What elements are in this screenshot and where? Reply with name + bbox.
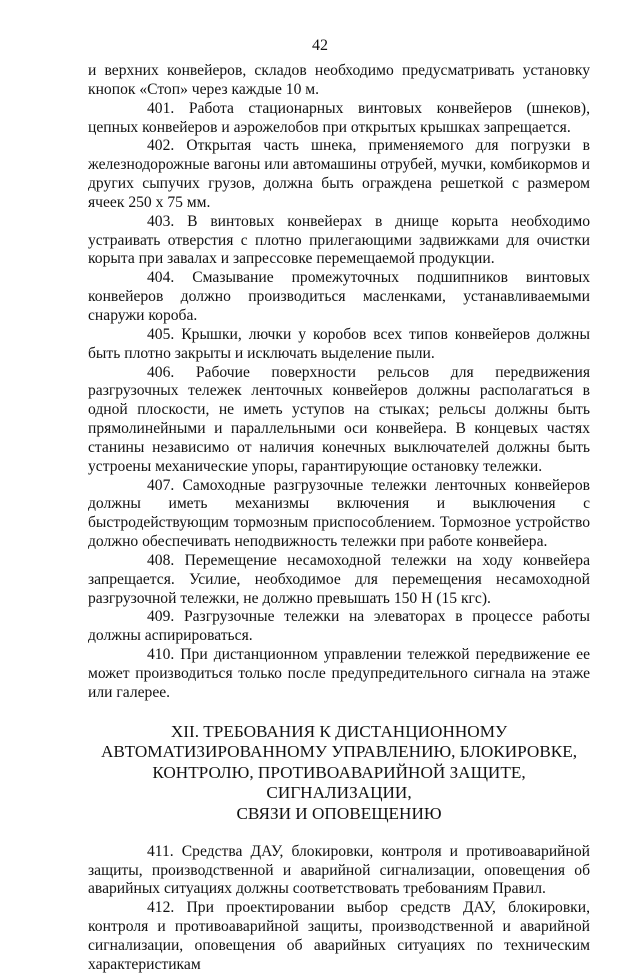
- paragraph-410: 410. При дистанционном управлении тележкой передвижение ее может производиться только после предупредительного сигнала на этаже или галерее.: [88, 646, 590, 701]
- paragraph-400-continuation: и верхних конвейеров, складов необходимо предусматривать установку кнопок «Стоп» через каждые 10 м.: [88, 62, 590, 98]
- section-heading-xii: [88, 722, 590, 825]
- paragraph-403: 403. В винтовых конвейерах в днище корыта необходимо устраивать отверстия с плотно прилегающими задвижками для очистки корыта при завалах и запрессовке перемещаемой продукции.: [88, 212, 590, 268]
- section-heading-line: СВЯЗИ И ОПОВЕЩЕНИЮ: [236, 804, 442, 824]
- paragraph-401: 401. Работа стационарных винтовых конвейеров (шнеков), цепных конвейеров и аэрожелобов при открытых крышках запрещается.: [88, 99, 590, 136]
- page-number: 42: [312, 37, 328, 54]
- paragraph-405: 405. Крышки, лючки у коробов всех типов конвейеров должны быть плотно закрыты и исключать выделение пыли.: [88, 325, 590, 362]
- paragraph-402: 402. Открытая часть шнека, применяемого для погрузки в железнодорожные вагоны или автомашины отрубей, мучки, комбикормов и других сыпучих грузов, должна быть ограждена решеткой с размером ячеек 250 х 75 мм.: [88, 137, 590, 211]
- paragraph-407: 407. Самоходные разгрузочные тележки ленточных конвейеров должны иметь механизмы включения и выключения с быстродействующим тормозным приспособлением. Тормозное устройство должно обеспечивать неподвижность тележки при работе конвейера.: [88, 476, 590, 551]
- section-heading-line: XII. ТРЕБОВАНИЯ К ДИСТАНЦИОННОМУ: [170, 721, 508, 741]
- paragraph-412: 412. При проектировании выбор средств ДАУ, блокировки, контроля и противоаварийной защиты, производственной и аварийной сигнализации, оповещения об аварийных ситуациях по техническим характеристикам: [88, 899, 590, 973]
- paragraph-408: 408. Перемещение несамоходной тележки на ходу конвейера запрещается. Усилие, необходимое для перемещения несамоходной разгрузочной тележки, не должно превышать 150 Н (15 кгс).: [88, 551, 590, 607]
- section-heading-line: КОНТРОЛЮ, ПРОТИВОАВАРИЙНОЙ ЗАЩИТЕ, СИГНАЛИЗАЦИИ,: [152, 762, 526, 803]
- paragraph-406: 406. Рабочие поверхности рельсов для передвижения разгрузочных тележек ленточных конвейеров должны располагаться в одной плоскости, не иметь уступов на стыках; рельсы должны быть прямолинейными и параллельными оси конвейера. В концевых частях станины независимо от наличия конечных выключателей должны быть устроены механические упоры, гарантирующие остановку тележки.: [88, 363, 590, 475]
- page-body: [88, 62, 590, 975]
- paragraph-409: 409. Разгрузочные тележки на элеваторах в процессе работы должны аспирироваться.: [88, 608, 590, 645]
- section-heading-line: АВТОМАТИЗИРОВАННОМУ УПРАВЛЕНИЮ, БЛОКИРОВКЕ,: [100, 742, 578, 762]
- paragraph-404: 404. Смазывание промежуточных подшипников винтовых конвейеров должно производиться масленками, устанавливаемыми снаружи короба.: [88, 269, 590, 324]
- paragraph-411: 411. Средства ДАУ, блокировки, контроля и противоаварийной защиты, производственной и аварийной сигнализации, оповещения об аварийных ситуациях должны соответствовать требованиям Правил.: [88, 842, 590, 898]
